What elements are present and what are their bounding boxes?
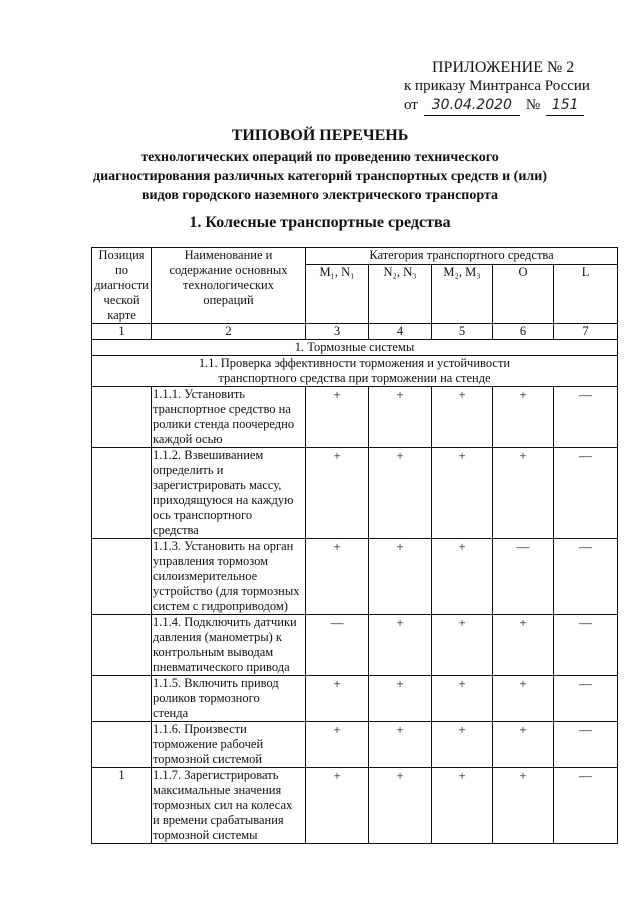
table-row <box>92 615 618 676</box>
row-mark: + <box>493 676 554 722</box>
row-position <box>92 615 152 676</box>
operation-line: ось транспортного <box>153 508 253 522</box>
operation-line: торможение рабочей <box>153 737 264 751</box>
table-row <box>92 768 618 844</box>
row-operation <box>152 539 306 615</box>
row-mark: — <box>554 768 618 844</box>
header-cat: L <box>554 265 618 324</box>
handwritten-number: 151 <box>546 96 584 116</box>
operation-line: устройство (для тормозных <box>153 584 300 598</box>
header-position: Позиция по диагности ческой карте <box>92 248 152 324</box>
operation-line: 1.1.4. Подключить датчики <box>153 615 297 629</box>
subtitle-line: видов городского наземного электрического транспорта <box>141 188 499 203</box>
column-number: 1 <box>92 324 152 340</box>
row-mark: + <box>369 768 432 844</box>
row-mark: + <box>306 676 369 722</box>
row-mark: + <box>369 448 432 539</box>
row-mark: + <box>306 722 369 768</box>
appendix-date-line <box>404 96 590 116</box>
operation-line: стенда <box>153 706 189 720</box>
header-operation-name: Наименование и содержание основных технологических операций <box>152 248 306 324</box>
row-mark: + <box>306 768 369 844</box>
operation-line: 1.1.6. Произвести <box>153 722 247 736</box>
subsection-row <box>92 356 618 387</box>
row-mark: + <box>432 615 493 676</box>
operation-line: 1.1.2. Взвешиванием <box>153 448 264 462</box>
row-position <box>92 676 152 722</box>
row-mark: — <box>554 387 618 448</box>
row-position <box>92 387 152 448</box>
header-cat: O <box>493 265 554 324</box>
operation-line: управления тормозом <box>153 554 269 568</box>
row-mark: + <box>306 448 369 539</box>
column-number: 3 <box>306 324 369 340</box>
table-row <box>92 722 618 768</box>
operation-line: силоизмерительное <box>153 569 258 583</box>
row-mark: + <box>369 722 432 768</box>
operation-line: ролики стенда поочередно <box>153 417 295 431</box>
column-number: 5 <box>432 324 493 340</box>
from-label: от <box>404 97 418 113</box>
operation-line: зарегистрировать массу, <box>153 478 282 492</box>
row-mark: + <box>369 539 432 615</box>
operation-line: приходящуюся на каждую <box>153 493 294 507</box>
row-mark: + <box>432 539 493 615</box>
operation-line: пневматического привода <box>153 660 290 674</box>
operation-line: тормозной системы <box>153 828 258 842</box>
column-number: 4 <box>369 324 432 340</box>
column-number: 2 <box>152 324 306 340</box>
appendix-title: ПРИЛОЖЕНИЕ № 2 <box>432 59 575 76</box>
section-title: 1. Колесные транспортные средства <box>189 214 451 231</box>
row-operation <box>152 615 306 676</box>
operation-line: 1.1.3. Установить на орган <box>153 539 294 553</box>
header-cat: N₂, N₃ <box>369 265 432 324</box>
row-mark: + <box>432 676 493 722</box>
row-mark: — <box>306 615 369 676</box>
row-mark: + <box>493 448 554 539</box>
document-title: ТИПОВОЙ ПЕРЕЧЕНЬ <box>231 127 409 144</box>
row-operation <box>152 722 306 768</box>
row-mark: — <box>493 539 554 615</box>
column-number: 6 <box>493 324 554 340</box>
row-mark: + <box>306 387 369 448</box>
row-mark: — <box>554 539 618 615</box>
section-brakes: 1. Тормозные системы <box>92 340 618 356</box>
row-operation <box>152 676 306 722</box>
operation-line: и времени срабатывания <box>153 813 284 827</box>
operation-line: систем с гидроприводом) <box>153 599 288 613</box>
row-mark: + <box>493 615 554 676</box>
table-row <box>92 676 618 722</box>
row-position: 1 <box>92 768 152 844</box>
row-mark: — <box>554 615 618 676</box>
row-mark: + <box>432 448 493 539</box>
row-position <box>92 722 152 768</box>
column-number: 7 <box>554 324 618 340</box>
row-mark: + <box>432 722 493 768</box>
operation-line: роликов тормозного <box>153 691 260 705</box>
operation-line: каждой осью <box>153 432 223 446</box>
appendix-block <box>404 58 590 116</box>
operation-line: 1.1.7. Зарегистрировать <box>153 768 279 782</box>
document-subtitle <box>0 148 640 205</box>
row-mark: + <box>493 768 554 844</box>
row-mark: — <box>554 676 618 722</box>
subsection-brake-test: 1.1. Проверка эффективности торможения и устойчивости транспортного средства при торможении на стенде <box>92 356 618 387</box>
row-operation <box>152 448 306 539</box>
table-row <box>92 539 618 615</box>
row-position <box>92 448 152 539</box>
operation-line: средства <box>153 523 199 537</box>
row-mark: — <box>554 722 618 768</box>
section-row <box>92 340 618 356</box>
operation-line: 1.1.1. Установить <box>153 387 246 401</box>
operation-line: тормозных сил на колесах <box>153 798 293 812</box>
operation-line: давления (манометры) к <box>153 630 283 644</box>
subtitle-line: диагностирования различных категорий транспортных средств и (или) <box>93 169 547 184</box>
header-row <box>92 248 618 265</box>
operations-body <box>92 387 618 844</box>
row-mark: + <box>369 676 432 722</box>
operations-table <box>91 247 618 844</box>
row-mark: + <box>432 768 493 844</box>
row-mark: + <box>369 615 432 676</box>
operation-line: 1.1.5. Включить привод <box>153 676 279 690</box>
appendix-order: к приказу Минтранса России <box>404 78 590 94</box>
row-mark: — <box>554 448 618 539</box>
row-position <box>92 539 152 615</box>
row-mark: + <box>493 722 554 768</box>
handwritten-date: 30.04.2020 <box>424 96 520 116</box>
header-cat: M₁, N₁ <box>306 265 369 324</box>
subtitle-line: технологических операций по проведению технического <box>141 150 499 165</box>
header-category: Категория транспортного средства <box>306 248 618 265</box>
column-numbers-row <box>92 324 618 340</box>
number-label: № <box>525 97 541 113</box>
operation-line: тормозной системой <box>153 752 263 766</box>
table-row <box>92 387 618 448</box>
row-mark: + <box>432 387 493 448</box>
operation-line: контрольным выводам <box>153 645 274 659</box>
header-cat: M₂, M₃ <box>432 265 493 324</box>
operation-line: транспортное средство на <box>153 402 291 416</box>
row-operation <box>152 768 306 844</box>
row-operation <box>152 387 306 448</box>
operation-line: максимальные значения <box>153 783 282 797</box>
table-row <box>92 448 618 539</box>
row-mark: + <box>306 539 369 615</box>
row-mark: + <box>369 387 432 448</box>
row-mark: + <box>493 387 554 448</box>
operation-line: определить и <box>153 463 224 477</box>
